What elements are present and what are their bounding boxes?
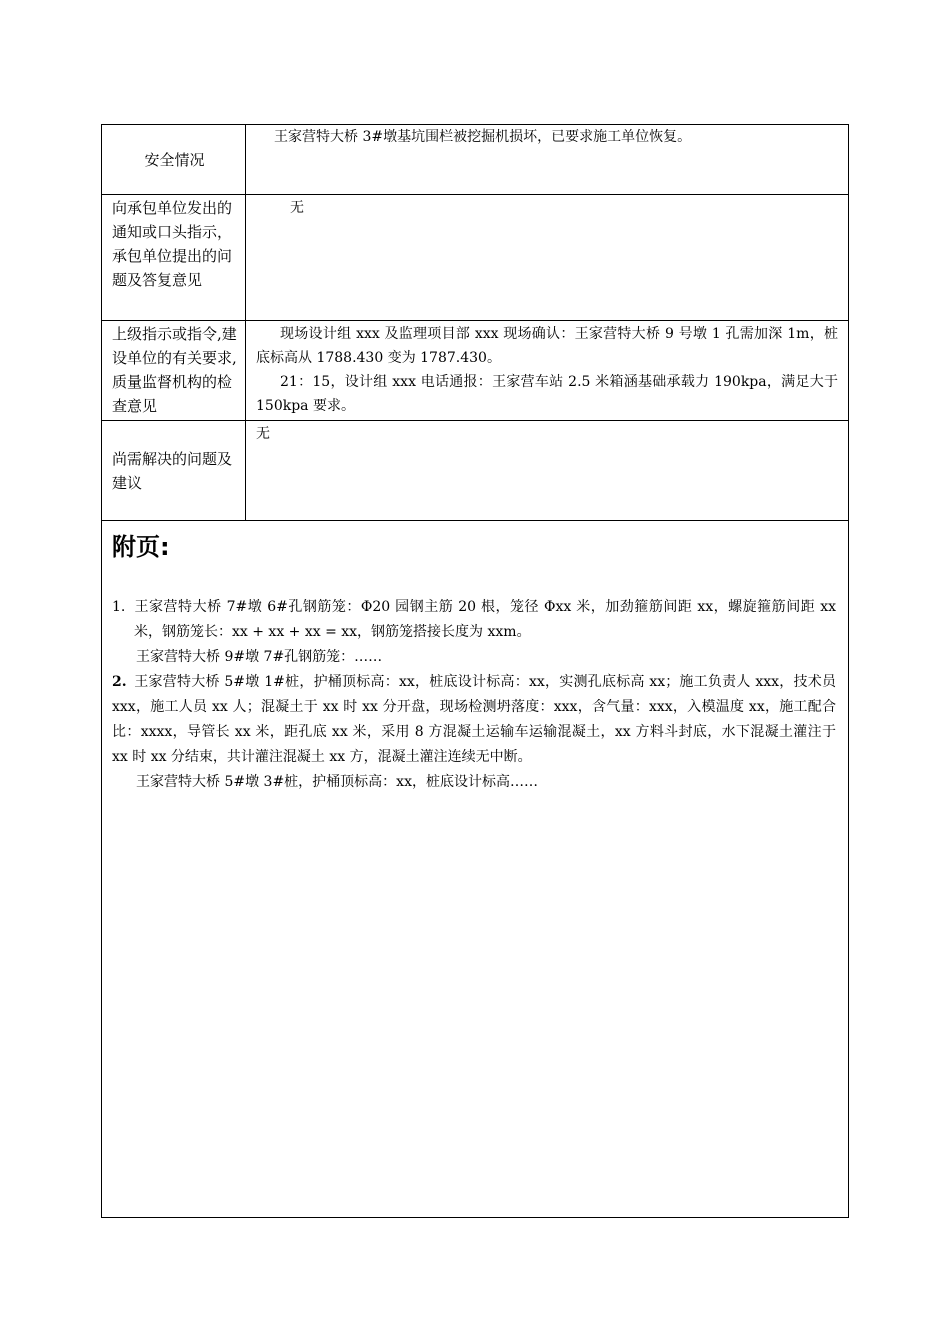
pending-content: 无 xyxy=(256,426,270,442)
instructions-label: 上级指示或指令,建设单位的有关要求,质量监督机构的检查意见 xyxy=(102,321,246,420)
instructions-row xyxy=(102,321,848,421)
notices-content: 无 xyxy=(290,200,304,216)
pending-row xyxy=(102,421,848,521)
safety-content: 王家营特大桥 3#墩基坑围栏被挖掘机损坏，已要求施工单位恢复。 xyxy=(274,129,692,145)
item-2-number: 2. xyxy=(112,674,127,690)
item-1-text: 王家营特大桥 7#墩 6#孔钢筋笼：Φ20 园钢主筋 20 根，笼径 Φxx 米，加劲箍筋间距 xx，螺旋箍筋间距 xx 米，钢筋笼长：xx + xx + xx = xx，钢筋笼搭接长度为 xxm。 xyxy=(134,599,836,640)
attachment-item-2 xyxy=(112,670,836,770)
item-2-text: 王家营特大桥 5#墩 1#桩，护桶顶标高：xx，桩底设计标高：xx，实测孔底标高 xx；施工负责人 xxx，技术员 xxx，施工人员 xx 人；混凝土于 xx 时 xx 分开盘，现场检测坍落度：xxx，含气量：xxx，入模温度 xx，施工配合比：xxxx，导管长 xx 米，距孔底 xx 米，采用 8 方混凝土运输车运输混凝土，xx 方料斗封底，水下混凝土灌注于 xx 时 xx 分结束，共计灌注混凝土 xx 方，混凝土灌注连续无中断。 xyxy=(112,674,836,765)
safety-label: 安全情况 xyxy=(102,125,246,194)
item-1-number: 1. xyxy=(112,599,126,615)
log-sheet xyxy=(101,124,849,1218)
attachment-body xyxy=(112,595,836,795)
attachment-item-2-sub: 王家营特大桥 5#墩 3#桩，护桶顶标高：xx，桩底设计标高…… xyxy=(136,774,538,790)
attachment-item-1-sub: 王家营特大桥 9#墩 7#孔钢筋笼：…… xyxy=(136,649,383,665)
pending-label: 尚需解决的问题及建议 xyxy=(102,421,246,520)
safety-row xyxy=(102,125,848,195)
instructions-para-1: 现场设计组 xxx 及监理项目部 xxx 现场确认：王家营特大桥 9 号墩 1 孔需加深 1m，桩底标高从 1788.430 变为 1787.430。 xyxy=(256,326,838,366)
attachment-title: 附页: xyxy=(112,533,170,561)
attachment-item-1 xyxy=(112,595,836,645)
notices-row xyxy=(102,195,848,321)
instructions-para-2: 21：15，设计组 xxx 电话通报：王家营车站 2.5 米箱涵基础承载力 190kpa，满足大于 150kpa 要求。 xyxy=(256,374,838,414)
notices-label: 向承包单位发出的通知或口头指示，承包单位提出的问题及答复意见 xyxy=(102,195,246,320)
